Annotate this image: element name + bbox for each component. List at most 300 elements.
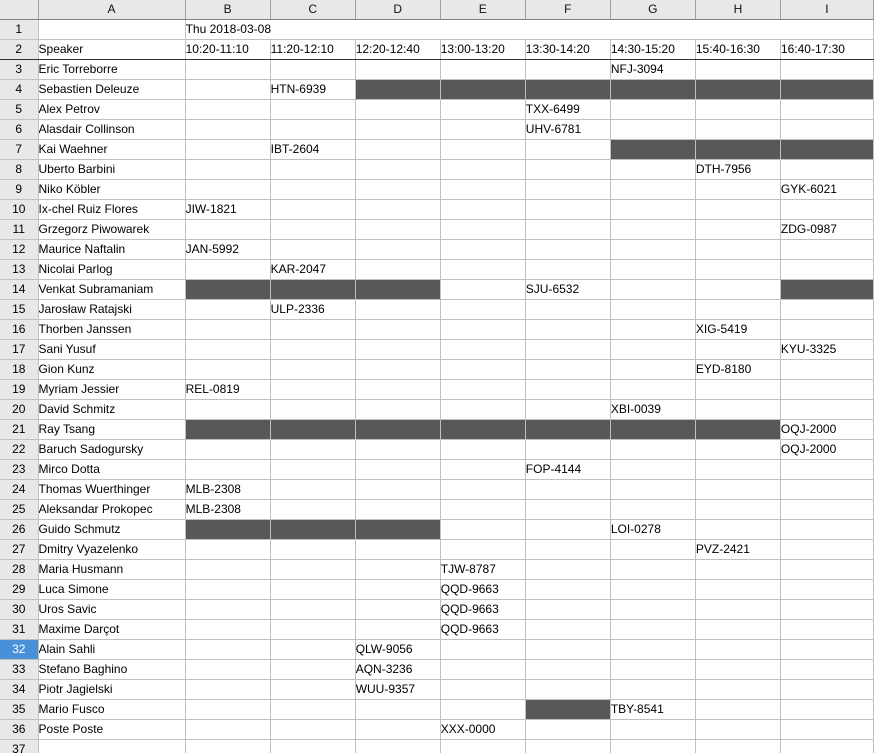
session-slot-cell[interactable] (270, 739, 355, 753)
session-slot-cell[interactable] (355, 499, 440, 519)
session-slot-cell[interactable] (780, 199, 873, 219)
session-slot-cell[interactable]: KYU-3325 (780, 339, 873, 359)
speaker-name-cell[interactable]: Sebastien Deleuze (38, 79, 185, 99)
session-slot-cell[interactable] (610, 199, 695, 219)
session-slot-cell[interactable] (185, 539, 270, 559)
row-header-34[interactable]: 34 (0, 679, 38, 699)
session-slot-cell[interactable] (695, 519, 780, 539)
blocked-slot-cell[interactable] (440, 419, 525, 439)
session-slot-cell[interactable] (270, 459, 355, 479)
session-slot-cell[interactable] (695, 659, 780, 679)
session-slot-cell[interactable] (440, 259, 525, 279)
session-slot-cell[interactable] (355, 359, 440, 379)
session-slot-cell[interactable] (270, 159, 355, 179)
row-header-25[interactable]: 25 (0, 499, 38, 519)
session-slot-cell[interactable] (525, 499, 610, 519)
blocked-slot-cell[interactable] (610, 419, 695, 439)
session-slot-cell[interactable] (355, 99, 440, 119)
session-slot-cell[interactable] (525, 339, 610, 359)
session-slot-cell[interactable] (610, 359, 695, 379)
session-slot-cell[interactable] (355, 159, 440, 179)
session-slot-cell[interactable] (695, 739, 780, 753)
session-slot-cell[interactable] (270, 379, 355, 399)
session-slot-cell[interactable] (525, 239, 610, 259)
session-slot-cell[interactable] (270, 699, 355, 719)
row-header-33[interactable]: 33 (0, 659, 38, 679)
session-slot-cell[interactable] (185, 299, 270, 319)
speaker-name-cell[interactable]: Venkat Subramaniam (38, 279, 185, 299)
session-slot-cell[interactable] (525, 719, 610, 739)
session-slot-cell[interactable] (610, 639, 695, 659)
session-slot-cell[interactable] (780, 319, 873, 339)
session-slot-cell[interactable] (355, 199, 440, 219)
session-slot-cell[interactable] (780, 539, 873, 559)
cell-a1[interactable] (38, 19, 185, 39)
session-slot-cell[interactable] (525, 359, 610, 379)
session-slot-cell[interactable] (440, 539, 525, 559)
session-slot-cell[interactable] (610, 459, 695, 479)
blocked-slot-cell[interactable] (695, 79, 780, 99)
session-slot-cell[interactable] (610, 479, 695, 499)
row-header-32[interactable]: 32 (0, 639, 38, 659)
session-slot-cell[interactable] (355, 299, 440, 319)
header-timeslot-5[interactable]: 14:30-15:20 (610, 39, 695, 59)
session-slot-cell[interactable]: IBT-2604 (270, 139, 355, 159)
session-slot-cell[interactable] (525, 579, 610, 599)
session-slot-cell[interactable] (355, 399, 440, 419)
session-slot-cell[interactable] (780, 479, 873, 499)
column-header-e[interactable]: E (440, 0, 525, 19)
row-header-6[interactable]: 6 (0, 119, 38, 139)
session-slot-cell[interactable] (270, 399, 355, 419)
session-slot-cell[interactable] (355, 339, 440, 359)
session-slot-cell[interactable] (695, 199, 780, 219)
session-slot-cell[interactable] (270, 579, 355, 599)
session-slot-cell[interactable] (610, 299, 695, 319)
row-header-18[interactable]: 18 (0, 359, 38, 379)
session-slot-cell[interactable] (695, 639, 780, 659)
row-header-22[interactable]: 22 (0, 439, 38, 459)
session-slot-cell[interactable] (780, 259, 873, 279)
session-slot-cell[interactable] (185, 579, 270, 599)
session-slot-cell[interactable] (440, 199, 525, 219)
speaker-name-cell[interactable]: Maxime Darçot (38, 619, 185, 639)
session-slot-cell[interactable]: TXX-6499 (525, 99, 610, 119)
session-slot-cell[interactable]: ULP-2336 (270, 299, 355, 319)
session-slot-cell[interactable] (440, 659, 525, 679)
session-slot-cell[interactable] (185, 359, 270, 379)
speaker-name-cell[interactable]: David Schmitz (38, 399, 185, 419)
speaker-name-cell[interactable]: Thomas Wuerthinger (38, 479, 185, 499)
session-slot-cell[interactable] (695, 379, 780, 399)
session-slot-cell[interactable] (610, 259, 695, 279)
row-header-5[interactable]: 5 (0, 99, 38, 119)
session-slot-cell[interactable] (610, 219, 695, 239)
header-timeslot-2[interactable]: 12:20-12:40 (355, 39, 440, 59)
speaker-name-cell[interactable]: Ix-chel Ruiz Flores (38, 199, 185, 219)
column-header-i[interactable]: I (780, 0, 873, 19)
session-slot-cell[interactable] (185, 679, 270, 699)
session-slot-cell[interactable] (525, 159, 610, 179)
session-slot-cell[interactable]: AQN-3236 (355, 659, 440, 679)
blocked-slot-cell[interactable] (185, 279, 270, 299)
blocked-slot-cell[interactable] (440, 79, 525, 99)
speaker-name-cell[interactable]: Jarosław Ratajski (38, 299, 185, 319)
session-slot-cell[interactable] (525, 219, 610, 239)
session-slot-cell[interactable]: ZDG-0987 (780, 219, 873, 239)
session-slot-cell[interactable] (525, 379, 610, 399)
session-slot-cell[interactable]: TBY-8541 (610, 699, 695, 719)
row-header-29[interactable]: 29 (0, 579, 38, 599)
session-slot-cell[interactable] (185, 659, 270, 679)
session-slot-cell[interactable] (695, 499, 780, 519)
row-header-20[interactable]: 20 (0, 399, 38, 419)
blocked-slot-cell[interactable] (525, 79, 610, 99)
session-slot-cell[interactable] (780, 499, 873, 519)
session-slot-cell[interactable]: OQJ-2000 (780, 419, 873, 439)
session-slot-cell[interactable] (610, 579, 695, 599)
session-slot-cell[interactable] (440, 119, 525, 139)
session-slot-cell[interactable] (355, 379, 440, 399)
row-header-9[interactable]: 9 (0, 179, 38, 199)
session-slot-cell[interactable] (185, 399, 270, 419)
session-slot-cell[interactable] (695, 459, 780, 479)
session-slot-cell[interactable] (695, 559, 780, 579)
session-slot-cell[interactable] (440, 239, 525, 259)
session-slot-cell[interactable] (610, 719, 695, 739)
session-slot-cell[interactable]: LOI-0278 (610, 519, 695, 539)
row-header-23[interactable]: 23 (0, 459, 38, 479)
speaker-name-cell[interactable]: Myriam Jessier (38, 379, 185, 399)
session-slot-cell[interactable] (525, 479, 610, 499)
row-header-13[interactable]: 13 (0, 259, 38, 279)
header-timeslot-7[interactable]: 16:40-17:30 (780, 39, 873, 59)
session-slot-cell[interactable] (270, 539, 355, 559)
session-slot-cell[interactable] (355, 59, 440, 79)
session-slot-cell[interactable]: QQD-9663 (440, 579, 525, 599)
session-slot-cell[interactable] (780, 619, 873, 639)
session-slot-cell[interactable] (355, 739, 440, 753)
session-slot-cell[interactable] (780, 639, 873, 659)
session-slot-cell[interactable]: WUU-9357 (355, 679, 440, 699)
blocked-slot-cell[interactable] (780, 139, 873, 159)
session-slot-cell[interactable] (695, 599, 780, 619)
session-slot-cell[interactable] (695, 399, 780, 419)
row-header-28[interactable]: 28 (0, 559, 38, 579)
session-slot-cell[interactable] (355, 579, 440, 599)
blocked-slot-cell[interactable] (355, 279, 440, 299)
row-header-15[interactable]: 15 (0, 299, 38, 319)
session-slot-cell[interactable] (780, 659, 873, 679)
session-slot-cell[interactable] (695, 699, 780, 719)
session-slot-cell[interactable] (185, 119, 270, 139)
session-slot-cell[interactable] (525, 619, 610, 639)
session-slot-cell[interactable] (525, 639, 610, 659)
session-slot-cell[interactable] (270, 119, 355, 139)
session-slot-cell[interactable] (610, 319, 695, 339)
session-slot-cell[interactable] (525, 179, 610, 199)
session-slot-cell[interactable] (185, 99, 270, 119)
session-slot-cell[interactable] (695, 339, 780, 359)
speaker-name-cell[interactable]: Mario Fusco (38, 699, 185, 719)
session-slot-cell[interactable]: PVZ-2421 (695, 539, 780, 559)
session-slot-cell[interactable] (780, 559, 873, 579)
session-slot-cell[interactable] (440, 359, 525, 379)
speaker-name-cell[interactable]: Baruch Sadogursky (38, 439, 185, 459)
session-slot-cell[interactable] (780, 519, 873, 539)
session-slot-cell[interactable] (525, 659, 610, 679)
row-header-37[interactable]: 37 (0, 739, 38, 753)
session-slot-cell[interactable]: TJW-8787 (440, 559, 525, 579)
row-header-35[interactable]: 35 (0, 699, 38, 719)
session-slot-cell[interactable] (185, 179, 270, 199)
session-slot-cell[interactable] (270, 339, 355, 359)
header-speaker[interactable]: Speaker (38, 39, 185, 59)
header-timeslot-3[interactable]: 13:00-13:20 (440, 39, 525, 59)
session-slot-cell[interactable]: EYD-8180 (695, 359, 780, 379)
session-slot-cell[interactable] (610, 619, 695, 639)
speaker-name-cell[interactable]: Grzegorz Piwowarek (38, 219, 185, 239)
session-slot-cell[interactable] (610, 739, 695, 753)
session-slot-cell[interactable] (610, 679, 695, 699)
session-slot-cell[interactable] (355, 239, 440, 259)
session-slot-cell[interactable]: UHV-6781 (525, 119, 610, 139)
session-slot-cell[interactable] (440, 699, 525, 719)
column-header-f[interactable]: F (525, 0, 610, 19)
speaker-name-cell[interactable] (38, 739, 185, 753)
session-slot-cell[interactable]: GYK-6021 (780, 179, 873, 199)
session-slot-cell[interactable] (780, 119, 873, 139)
session-slot-cell[interactable] (440, 139, 525, 159)
session-slot-cell[interactable] (525, 139, 610, 159)
session-slot-cell[interactable] (270, 359, 355, 379)
session-slot-cell[interactable] (185, 639, 270, 659)
row-header-3[interactable]: 3 (0, 59, 38, 79)
session-slot-cell[interactable] (355, 179, 440, 199)
speaker-name-cell[interactable]: Guido Schmutz (38, 519, 185, 539)
session-slot-cell[interactable] (355, 539, 440, 559)
session-slot-cell[interactable] (440, 299, 525, 319)
session-slot-cell[interactable] (525, 679, 610, 699)
session-slot-cell[interactable] (270, 219, 355, 239)
session-slot-cell[interactable] (440, 679, 525, 699)
speaker-name-cell[interactable]: Eric Torreborre (38, 59, 185, 79)
blocked-slot-cell[interactable] (525, 699, 610, 719)
session-slot-cell[interactable] (270, 639, 355, 659)
header-timeslot-0[interactable]: 10:20-11:10 (185, 39, 270, 59)
session-slot-cell[interactable] (695, 99, 780, 119)
column-header-c[interactable]: C (270, 0, 355, 19)
session-slot-cell[interactable] (185, 619, 270, 639)
session-slot-cell[interactable] (525, 299, 610, 319)
session-slot-cell[interactable] (185, 139, 270, 159)
session-slot-cell[interactable] (440, 219, 525, 239)
session-slot-cell[interactable] (610, 599, 695, 619)
session-slot-cell[interactable] (440, 499, 525, 519)
select-all-corner[interactable] (0, 0, 38, 19)
session-slot-cell[interactable] (695, 679, 780, 699)
row-header-10[interactable]: 10 (0, 199, 38, 219)
session-slot-cell[interactable]: XBI-0039 (610, 399, 695, 419)
blocked-slot-cell[interactable] (270, 419, 355, 439)
session-slot-cell[interactable]: XXX-0000 (440, 719, 525, 739)
session-slot-cell[interactable] (695, 59, 780, 79)
blocked-slot-cell[interactable] (355, 79, 440, 99)
column-header-h[interactable]: H (695, 0, 780, 19)
session-slot-cell[interactable] (440, 379, 525, 399)
session-slot-cell[interactable] (610, 499, 695, 519)
session-slot-cell[interactable] (525, 319, 610, 339)
speaker-name-cell[interactable]: Sani Yusuf (38, 339, 185, 359)
session-slot-cell[interactable] (695, 219, 780, 239)
session-slot-cell[interactable] (355, 459, 440, 479)
session-slot-cell[interactable] (270, 559, 355, 579)
session-slot-cell[interactable] (440, 279, 525, 299)
row-header-12[interactable]: 12 (0, 239, 38, 259)
session-slot-cell[interactable] (270, 319, 355, 339)
session-slot-cell[interactable]: KAR-2047 (270, 259, 355, 279)
session-slot-cell[interactable] (610, 159, 695, 179)
column-header-b[interactable]: B (185, 0, 270, 19)
row-header-2[interactable]: 2 (0, 39, 38, 59)
session-slot-cell[interactable] (440, 519, 525, 539)
speaker-name-cell[interactable]: Kai Waehner (38, 139, 185, 159)
session-slot-cell[interactable] (780, 99, 873, 119)
session-slot-cell[interactable] (185, 339, 270, 359)
session-slot-cell[interactable] (270, 439, 355, 459)
session-slot-cell[interactable] (185, 259, 270, 279)
blocked-slot-cell[interactable] (695, 139, 780, 159)
blocked-slot-cell[interactable] (525, 419, 610, 439)
session-slot-cell[interactable] (185, 439, 270, 459)
speaker-name-cell[interactable]: Nicolai Parlog (38, 259, 185, 279)
speaker-name-cell[interactable]: Mirco Dotta (38, 459, 185, 479)
speaker-name-cell[interactable]: Ray Tsang (38, 419, 185, 439)
column-header-d[interactable]: D (355, 0, 440, 19)
session-slot-cell[interactable] (270, 99, 355, 119)
session-slot-cell[interactable] (695, 279, 780, 299)
session-slot-cell[interactable] (355, 319, 440, 339)
session-slot-cell[interactable]: QLW-9056 (355, 639, 440, 659)
row-header-17[interactable]: 17 (0, 339, 38, 359)
session-slot-cell[interactable]: QQD-9663 (440, 619, 525, 639)
session-slot-cell[interactable] (355, 599, 440, 619)
speaker-name-cell[interactable]: Maurice Naftalin (38, 239, 185, 259)
session-slot-cell[interactable] (355, 559, 440, 579)
session-slot-cell[interactable] (525, 199, 610, 219)
speaker-name-cell[interactable]: Alex Petrov (38, 99, 185, 119)
row-header-30[interactable]: 30 (0, 599, 38, 619)
session-slot-cell[interactable]: OQJ-2000 (780, 439, 873, 459)
session-slot-cell[interactable] (525, 539, 610, 559)
row-header-4[interactable]: 4 (0, 79, 38, 99)
session-slot-cell[interactable] (355, 699, 440, 719)
session-slot-cell[interactable] (525, 519, 610, 539)
session-slot-cell[interactable] (780, 459, 873, 479)
column-header-g[interactable]: G (610, 0, 695, 19)
session-slot-cell[interactable] (355, 619, 440, 639)
session-slot-cell[interactable] (185, 159, 270, 179)
session-slot-cell[interactable] (780, 579, 873, 599)
session-slot-cell[interactable] (780, 159, 873, 179)
session-slot-cell[interactable] (270, 719, 355, 739)
date-cell-b1[interactable]: Thu 2018-03-08 (185, 19, 873, 39)
session-slot-cell[interactable] (780, 739, 873, 753)
session-slot-cell[interactable] (355, 219, 440, 239)
session-slot-cell[interactable] (185, 599, 270, 619)
blocked-slot-cell[interactable] (355, 419, 440, 439)
row-header-21[interactable]: 21 (0, 419, 38, 439)
header-timeslot-6[interactable]: 15:40-16:30 (695, 39, 780, 59)
session-slot-cell[interactable] (780, 379, 873, 399)
session-slot-cell[interactable]: QQD-9663 (440, 599, 525, 619)
session-slot-cell[interactable] (270, 499, 355, 519)
blocked-slot-cell[interactable] (185, 419, 270, 439)
session-slot-cell[interactable] (780, 679, 873, 699)
row-header-8[interactable]: 8 (0, 159, 38, 179)
session-slot-cell[interactable] (610, 99, 695, 119)
session-slot-cell[interactable] (780, 299, 873, 319)
session-slot-cell[interactable] (185, 219, 270, 239)
session-slot-cell[interactable] (355, 479, 440, 499)
speaker-name-cell[interactable]: Niko Köbler (38, 179, 185, 199)
speaker-name-cell[interactable]: Luca Simone (38, 579, 185, 599)
session-slot-cell[interactable] (355, 139, 440, 159)
session-slot-cell[interactable]: JIW-1821 (185, 199, 270, 219)
blocked-slot-cell[interactable] (610, 79, 695, 99)
blocked-slot-cell[interactable] (780, 79, 873, 99)
session-slot-cell[interactable]: MLB-2308 (185, 499, 270, 519)
speaker-name-cell[interactable]: Stefano Baghino (38, 659, 185, 679)
session-slot-cell[interactable] (270, 659, 355, 679)
session-slot-cell[interactable] (525, 559, 610, 579)
session-slot-cell[interactable] (185, 59, 270, 79)
session-slot-cell[interactable] (355, 719, 440, 739)
row-header-26[interactable]: 26 (0, 519, 38, 539)
session-slot-cell[interactable] (525, 399, 610, 419)
session-slot-cell[interactable] (270, 679, 355, 699)
speaker-name-cell[interactable]: Piotr Jagielski (38, 679, 185, 699)
session-slot-cell[interactable] (525, 439, 610, 459)
session-slot-cell[interactable] (185, 559, 270, 579)
row-header-11[interactable]: 11 (0, 219, 38, 239)
row-header-19[interactable]: 19 (0, 379, 38, 399)
speaker-name-cell[interactable]: Gion Kunz (38, 359, 185, 379)
session-slot-cell[interactable] (695, 239, 780, 259)
row-header-1[interactable]: 1 (0, 19, 38, 39)
session-slot-cell[interactable] (610, 239, 695, 259)
session-slot-cell[interactable] (695, 719, 780, 739)
session-slot-cell[interactable] (270, 479, 355, 499)
session-slot-cell[interactable] (185, 719, 270, 739)
session-slot-cell[interactable] (440, 159, 525, 179)
session-slot-cell[interactable] (695, 439, 780, 459)
session-slot-cell[interactable] (440, 59, 525, 79)
session-slot-cell[interactable] (185, 459, 270, 479)
session-slot-cell[interactable] (440, 319, 525, 339)
session-slot-cell[interactable] (695, 259, 780, 279)
session-slot-cell[interactable] (525, 59, 610, 79)
session-slot-cell[interactable] (780, 699, 873, 719)
session-slot-cell[interactable] (185, 699, 270, 719)
session-slot-cell[interactable] (270, 199, 355, 219)
session-slot-cell[interactable] (610, 559, 695, 579)
session-slot-cell[interactable]: DTH-7956 (695, 159, 780, 179)
session-slot-cell[interactable] (440, 339, 525, 359)
header-timeslot-4[interactable]: 13:30-14:20 (525, 39, 610, 59)
session-slot-cell[interactable] (610, 279, 695, 299)
session-slot-cell[interactable] (270, 179, 355, 199)
